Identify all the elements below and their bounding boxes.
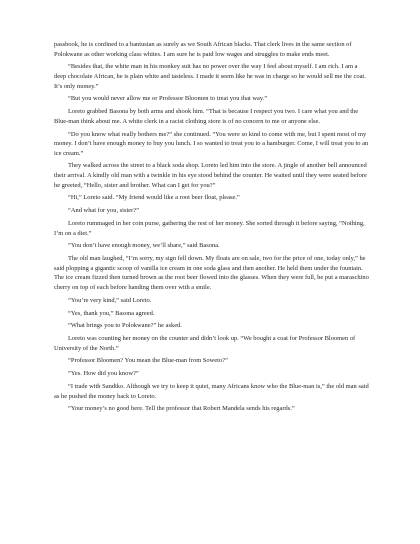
paragraph: “Do you know what really bothers me?” she continued. “You were so kind to come with me, but I spent most of my money. I don’t have enough money to buy you lunch. I so wanted to treat you to a hamburger. Come, I will treat you to an ice cream.”	[54, 130, 369, 157]
paragraph: “I trade with Sandiko. Although we try to keep it quiet, many Africans know who the Blue-man is,” the old man said as he pushed the money back to Loreto.	[54, 383, 369, 400]
paragraph: Loreto rummaged in her coin purse, gathering the rest of her money. She sorted through it before saying, “Nothing, I’m on a diet.”	[54, 220, 365, 237]
paragraph: “What brings you to Polokwane?” he asked.	[68, 322, 182, 330]
paragraph: They walked across the street to a black soda shop. Loreto led him into the store. A jingle of another bell announced their arrival. A kindly old man with a twinkle in his eye stood behind the counter. He waited until they were seated before he greeted, “Hello, sister and brother. What can I get for you?”	[54, 162, 367, 189]
paragraph: “And what for you, sister?”	[68, 207, 139, 215]
paragraph: “Your money’s no good here. Tell the professor that Robert Mandela sends his regards.”	[68, 405, 295, 413]
document-page	[54, 40, 370, 417]
paragraph: “Besides that, the white man in his monkey suit has no power over the way I feel about myself. I am rich. I am a deep chocolate African, he is plain white and tasteless. I made it seem like he was in charge so he would sell me the coat. It’s only money.”	[54, 63, 366, 90]
paragraph: “Yes, thank you,” Basona agreed.	[68, 309, 155, 317]
paragraph: “You’re very kind,” said Loreto.	[68, 296, 152, 304]
paragraph: “Yes. How did you know?”	[68, 370, 139, 378]
paragraph: “Hi,” Loreto said. “My friend would like a root beer float, please.”	[68, 194, 240, 202]
paragraph: “You don’t have enough money, we’ll share,” said Basona.	[68, 242, 220, 250]
paragraph: The old man laughed, “I’m sorry, my sign fell down. My floats are on sale, two for the price of one, today only,” he said plopping a gigantic scoop of vanilla ice cream in one soda glass and then another. He held them under the fountain. The ice cream fizzed then turned brown as the root beer flowed into the glasses. When they were full, he put a maraschino cherry on top of each before handing them over with a smile.	[54, 255, 369, 291]
paragraph: Loreto grabbed Basona by both arms and shook him. “That is because I respect you two. I care what you and the Blue-man think about me. A white clerk in a racist clothing store is of no concern to me or anyone else.	[54, 108, 359, 125]
paragraph: “But you would never allow me or Professor Bloomen to treat you that way.”	[68, 95, 268, 103]
paragraph: Loreto was counting her money on the counter and didn’t look up. “We bought a coat for Professor Bloomen of University of the North.”	[54, 335, 356, 352]
paragraph: passbook, he is confined to a bantustan as surely as we South African blacks. That clerk lives in the same section of Polokwane as other working class whites. I am sure he is paid low wages and struggles to make ends meet.	[54, 41, 352, 58]
paragraph: “Professor Bloomen? You mean the Blue-man from Soweto?”	[68, 357, 228, 365]
